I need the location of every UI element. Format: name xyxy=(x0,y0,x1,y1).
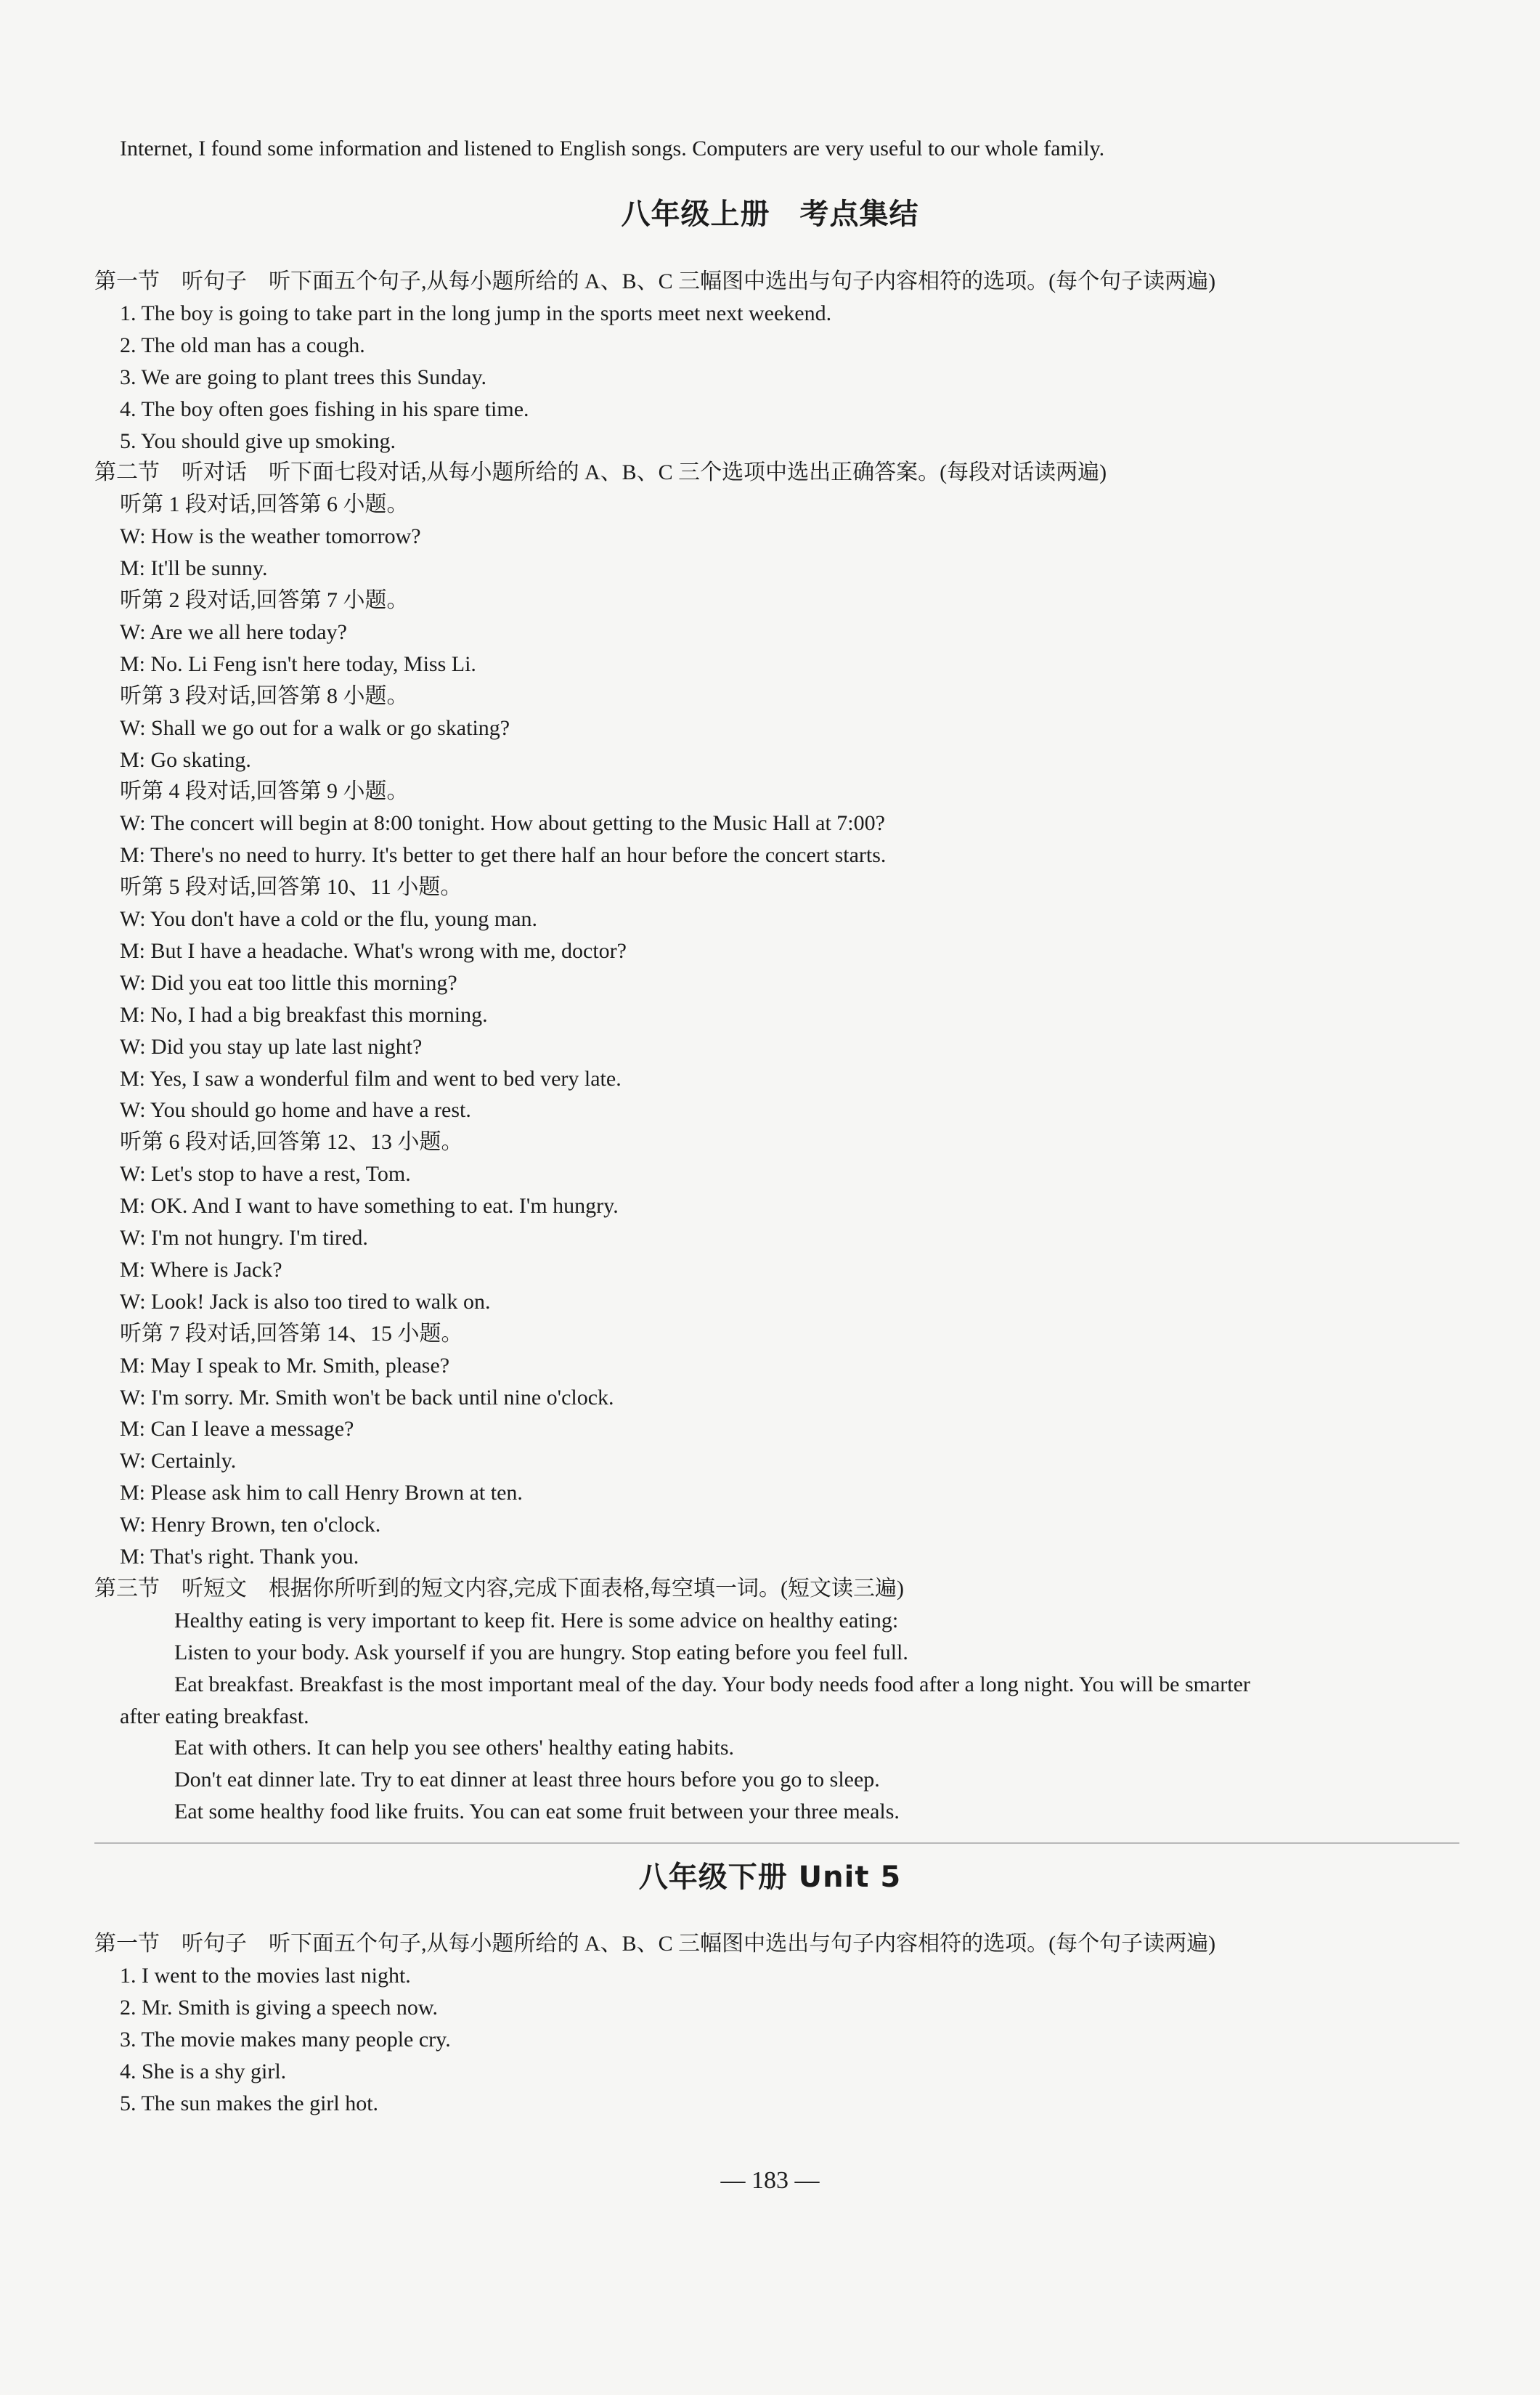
transcript-line: W: Certainly. xyxy=(120,1449,237,1473)
transcript-line: 3. We are going to plant trees this Sunday. xyxy=(120,365,486,389)
transcript-line: M: Go skating. xyxy=(120,747,251,772)
transcript-line: 1. The boy is going to take part in the long jump in the sports meet next weekend. xyxy=(120,301,832,325)
transcript-line: M: It'll be sunny. xyxy=(120,556,268,581)
transcript-line: M: No, I had a big breakfast this morning. xyxy=(120,1002,488,1027)
transcript-line: M: Yes, I saw a wonderful film and went to bed very late. xyxy=(120,1066,622,1091)
transcript-line: 4. The boy often goes fishing in his spare time. xyxy=(120,397,529,421)
transcript-line: W: Are we all here today? xyxy=(120,619,347,644)
transcript-line: Eat breakfast. Breakfast is the most important meal of the day. Your body needs food after a long night. You will be smarter xyxy=(174,1672,1250,1696)
transcript-line: M: Where is Jack? xyxy=(120,1257,282,1282)
part-instruction: 第一节 听句子 听下面五个句子,从每小题所给的 A、B、C 三幅图中选出与句子内容相符的选项。(每个句子读两遍) xyxy=(94,1932,1216,1956)
transcript-line: 4. She is a shy girl. xyxy=(120,2059,287,2083)
transcript-line: 听第 2 段对话,回答第 7 小题。 xyxy=(120,588,409,612)
transcript-line: M: No. Li Feng isn't here today, Miss Li. xyxy=(120,651,476,676)
transcript-line: 2. The old man has a cough. xyxy=(120,333,365,357)
transcript-line: W: Henry Brown, ten o'clock. xyxy=(120,1513,381,1537)
transcript-line: W: Did you eat too little this morning? xyxy=(120,970,457,995)
transcript-line: W: Shall we go out for a walk or go skating? xyxy=(120,715,510,740)
transcript-line: M: Please ask him to call Henry Brown at ten. xyxy=(120,1481,523,1505)
transcript-line: 听第 4 段对话,回答第 9 小题。 xyxy=(120,779,409,804)
section-heading: 八年级下册 Unit 5 xyxy=(638,1861,902,1894)
transcript-line: M: May I speak to Mr. Smith, please? xyxy=(120,1353,450,1378)
section-heading: 八年级上册 考点集结 xyxy=(621,198,919,231)
transcript-line: Don't eat dinner late. Try to eat dinner at least three hours before you go to sleep. xyxy=(174,1768,880,1792)
transcript-line: 听第 1 段对话,回答第 6 小题。 xyxy=(120,492,409,517)
part-instruction: 第一节 听句子 听下面五个句子,从每小题所给的 A、B、C 三幅图中选出与句子内容相符的选项。(每个句子读两遍) xyxy=(94,269,1216,293)
transcript-line: M: Can I leave a message? xyxy=(120,1417,354,1442)
transcript-line: 2. Mr. Smith is giving a speech now. xyxy=(120,1995,439,2020)
transcript-line: W: Let's stop to have a rest, Tom. xyxy=(120,1162,411,1187)
transcript-line: W: You should go home and have a rest. xyxy=(120,1098,471,1123)
transcript-line: Eat some healthy food like fruits. You can eat some fruit between your three meals. xyxy=(174,1800,900,1824)
transcript-line: Healthy eating is very important to keep fit. Here is some advice on healthy eating: xyxy=(174,1608,899,1632)
transcript-line: M: OK. And I want to have something to eat. I'm hungry. xyxy=(120,1194,619,1219)
transcript-line: Eat with others. It can help you see others' healthy eating habits. xyxy=(174,1736,735,1760)
transcript-line: 5. You should give up smoking. xyxy=(120,428,396,453)
transcript-line: W: Look! Jack is also too tired to walk on. xyxy=(120,1289,491,1314)
transcript-line: M: That's right. Thank you. xyxy=(120,1545,359,1569)
part-instruction: 第二节 听对话 听下面七段对话,从每小题所给的 A、B、C 三个选项中选出正确答案。(每段对话读两遍) xyxy=(94,460,1107,485)
transcript-line: 听第 5 段对话,回答第 10、11 小题。 xyxy=(120,875,463,900)
transcript-line: 听第 3 段对话,回答第 8 小题。 xyxy=(120,683,409,708)
page-number: — 183 — xyxy=(720,2167,820,2194)
transcript-line: 1. I went to the movies last night. xyxy=(120,1963,411,1988)
transcript-line: W: I'm not hungry. I'm tired. xyxy=(120,1226,368,1250)
transcript-line: W: You don't have a cold or the flu, young man. xyxy=(120,907,538,931)
continuation-line: Internet, I found some information and listened to English songs. Computers are very useful to our whole family. xyxy=(120,137,1105,160)
transcript-line: W: The concert will begin at 8:00 tonight. How about getting to the Music Hall at 7:00? xyxy=(120,811,885,836)
transcript-line: after eating breakfast. xyxy=(120,1704,309,1728)
transcript-line: W: Did you stay up late last night? xyxy=(120,1034,423,1059)
transcript-line: 3. The movie makes many people cry. xyxy=(120,2027,451,2052)
transcript-line: M: But I have a headache. What's wrong with me, doctor? xyxy=(120,938,627,963)
part-instruction: 第三节 听短文 根据你所听到的短文内容,完成下面表格,每空填一词。(短文读三遍) xyxy=(94,1576,904,1601)
transcript-line: W: How is the weather tomorrow? xyxy=(120,524,421,549)
transcript-line: Listen to your body. Ask yourself if you are hungry. Stop eating before you feel full. xyxy=(174,1640,908,1664)
transcript-line: M: There's no need to hurry. It's better to get there half an hour before the concert starts. xyxy=(120,843,887,868)
section-divider xyxy=(94,1842,1459,1844)
transcript-line: 5. The sun makes the girl hot. xyxy=(120,2091,379,2115)
transcript-line: 听第 6 段对话,回答第 12、13 小题。 xyxy=(120,1130,463,1155)
transcript-line: W: I'm sorry. Mr. Smith won't be back until nine o'clock. xyxy=(120,1385,614,1410)
transcript-line: 听第 7 段对话,回答第 14、15 小题。 xyxy=(120,1321,463,1346)
